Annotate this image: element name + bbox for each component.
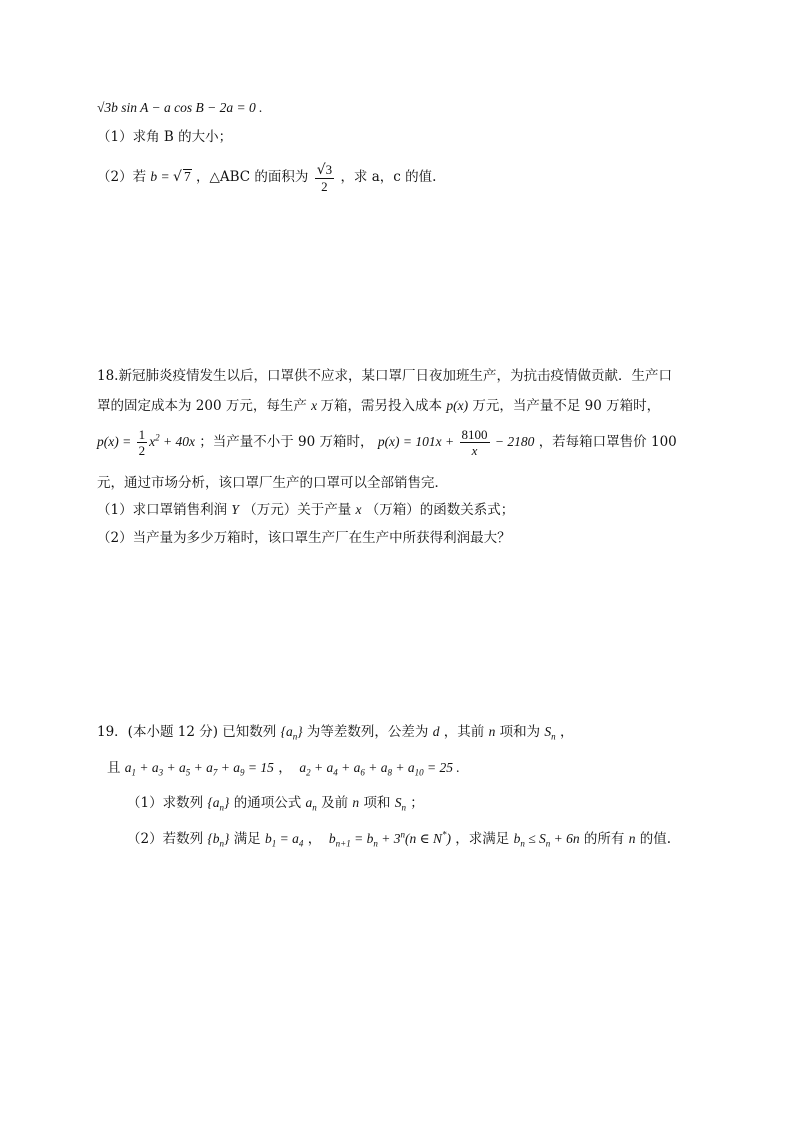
q17-condition: [97, 98, 263, 118]
q17-equation: √3b sin A − a cos B − 2a = 0 .: [97, 100, 263, 115]
q18-line3: p(x) = $\frac{1}{2}$ $x^2 + 40x$ ；当产量不小于 90 万箱时， p(x) = 101x + $\frac{8100}{x}$ − 2180 ，若每箱口罩售价 100: [97, 427, 677, 459]
q19-line2: 且 $a_1 + a_3 + a_5 + a_7 + a_9 = 15$ ， $a_2 + a_4 + a_6 + a_8 + a_{10} = 25$ .: [107, 760, 460, 778]
q17-area-fraction: $\frac{√3}{2}$: [316, 161, 333, 194]
q19-odd-sum: $a_1 + a_3 + a_5 + a_7 + a_9 = 15$: [124, 760, 274, 778]
q19-recurrence: $b_{n+1} = b_n + 3^n(n$ ∈ N*): [325, 829, 451, 849]
q18-line4: 元，通过市场分析，该口罩厂生产的口罩可以全部销售完．: [97, 475, 448, 491]
q18-part2: （2）当产量为多少万箱时，该口罩生产厂在生产中所获得利润最大？: [97, 530, 511, 546]
q19-part2: （2）若数列 $\{b_n\}$ 满足 $b_1 = a_4$ ， $b_{n+1} = b_n + 3^n(n$ ∈ N*) ，求满足 $b_n \le S_n + 6n$ 的所有 n 的值.: [127, 829, 672, 849]
q17-b-value: b = √ 7: [150, 169, 191, 185]
q18-part1: （1）求口罩销售利润 Y （万元）关于产量 x （万箱）的函数关系式；: [97, 502, 515, 518]
q19-even-sum: $a_2 + a_4 + a_6 + a_8 + a_{10} = 25$ .: [296, 760, 460, 778]
q18-cost-formula-2: p(x) = 101x + $\frac{8100}{x}$ − 2180: [377, 427, 535, 459]
q18-cost-formula-1: p(x) = $\frac{1}{2}$ $x^2 + 40x$: [97, 427, 195, 459]
q18-line2: 罩的固定成本为 200 万元，每生产 x 万箱，需另投入成本 p(x) 万元，当产量不足 90 万箱时，: [97, 398, 661, 414]
q19-line1: 19．(本小题 12 分) 已知数列 $\{a_n\}$ 为等差数列，公差为 d ，其前 n 项和为 $S_n$ ，: [97, 724, 574, 742]
q19-part1: （1）求数列 $\{a_n\}$ 的通项公式 $a_n$ 及前 n 项和 $S_n$ ；: [127, 795, 424, 813]
q17-part1: （1）求角 B 的大小；: [97, 129, 233, 145]
q19-inequality: $b_n \le S_n + 6n$: [513, 831, 580, 849]
q17-part2: （2）若 b = √ 7 ，△ABC 的面积为 $\frac{√3}{2}$ ，求 a，c 的值.: [97, 161, 437, 194]
q18-line1: 18.新冠肺炎疫情发生以后，口罩供不应求，某口罩厂日夜加班生产，为抗击疫情做贡献．生产口: [97, 368, 672, 384]
